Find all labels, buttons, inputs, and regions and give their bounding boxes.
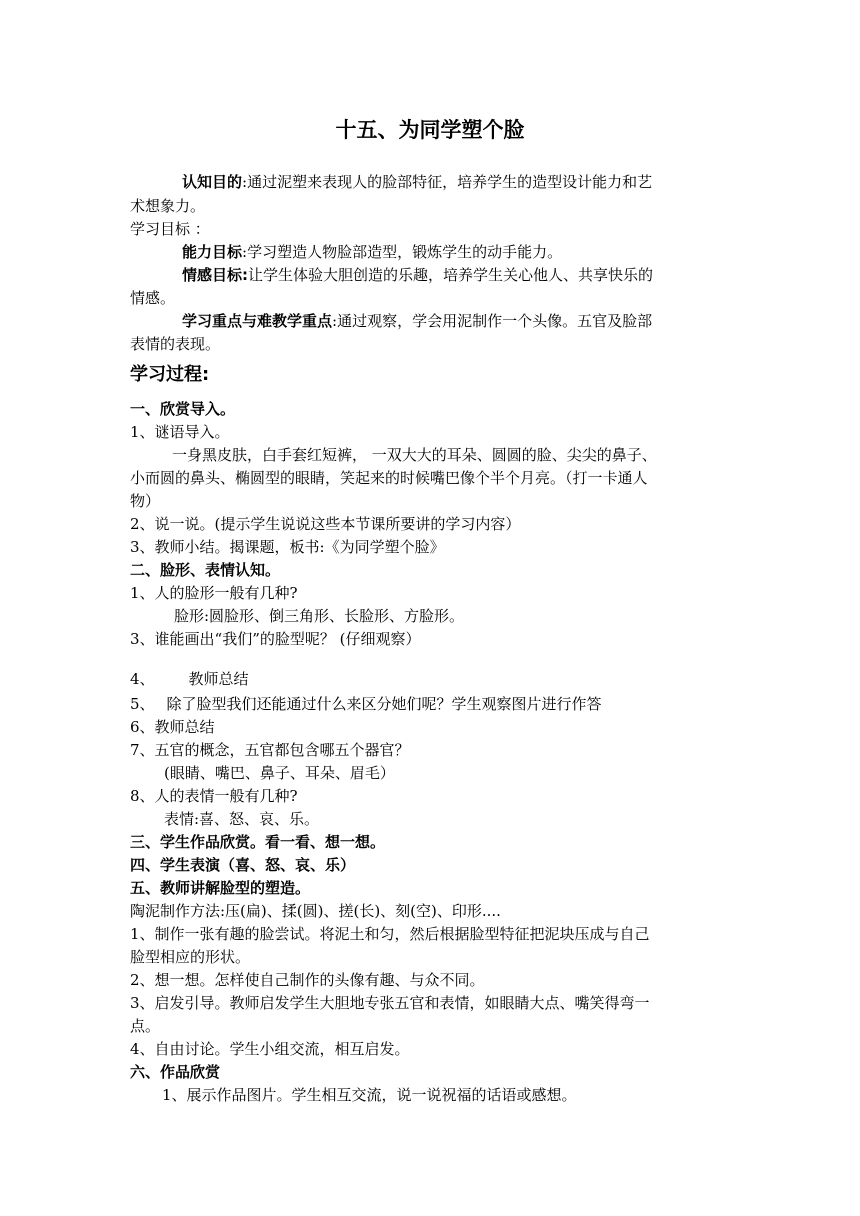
key-points-text: :通过观察，学会用泥制作一个头像。五官及脸部 — [332, 312, 653, 330]
s2-item-3: 3、谁能画出“我们”的脸型呢？ (仔细观察） — [130, 630, 421, 648]
s5-item-4: 4、自由讨论。学生小组交流，相互启发。 — [130, 1040, 410, 1058]
s2-item-4-num: 4、 — [130, 670, 155, 688]
ability-goal-text: :学习塑造人物脸部造型，锻炼学生的动手能力。 — [242, 243, 563, 261]
document-title: 十五、为同学塑个脸 — [335, 118, 525, 142]
section-4-heading: 四、学生表演（喜、怒、哀、乐） — [130, 856, 356, 874]
key-points-cont: 表情的表现。 — [130, 335, 221, 353]
s5-item-1-cont: 脸型相应的形状。 — [130, 948, 251, 966]
ability-goal-line — [182, 241, 782, 263]
s2-item-5 — [130, 693, 730, 715]
s5-methods: 陶泥制作方法:压(扁)、揉(圆)、搓(长)、刻(空)、印形.... — [130, 902, 501, 920]
emotion-goal-line — [182, 264, 782, 286]
s2-item-1: 1、人的脸形一般有几种? — [130, 584, 298, 602]
s1-item-3: 3、教师小结。揭课题，板书:《为同学塑个脸》 — [130, 538, 445, 556]
s1-riddle-2: 小而圆的鼻头、椭圆型的眼睛，笑起来的时候嘴巴像个半个月亮。（打一卡通人 — [130, 469, 648, 487]
s2-item-8: 8、人的表情一般有几种? — [130, 787, 298, 805]
emotion-goal-label: 情感目标: — [182, 266, 248, 284]
emotion-goal-cont: 情感。 — [130, 289, 176, 307]
s5-item-1: 1、制作一张有趣的脸尝试。将泥土和匀，然后根据脸型特征把泥块压成与自己 — [130, 925, 650, 943]
cognitive-goal-label: 认知目的 — [182, 173, 243, 191]
s2-face-types: 脸形:圆脸形、倒三角形、长脸形、方脸形。 — [174, 607, 465, 625]
cognitive-goal-text: :通过泥塑来表现人的脸部特征，培养学生的造型设计能力和艺 — [242, 173, 653, 191]
section-1-heading: 一、欣赏导入。 — [130, 400, 236, 418]
emotion-goal-text: 让学生体验大胆创造的乐趣，培养学生关心他人、共享快乐的 — [248, 266, 654, 284]
s2-item-4-text: 教师总结 — [188, 670, 249, 688]
s5-item-3-cont: 点。 — [130, 1017, 161, 1035]
s5-item-3: 3、启发引导。教师启发学生大胆地专张五官和表情，如眼睛大点、嘴笑得弯一 — [130, 994, 650, 1012]
s5-item-2: 2、想一想。怎样使自己制作的头像有趣、与众不同。 — [130, 971, 485, 989]
ability-goal-label: 能力目标 — [182, 243, 243, 261]
s2-item-5-text: 除了脸型我们还能通过什么来区分她们呢？学生观察图片进行作答 — [166, 695, 602, 713]
s2-expressions: 表情:喜、怒、哀、乐。 — [164, 810, 320, 828]
s1-riddle-1: 一身黑皮肤，白手套红短裤， 一双大大的耳朵、圆圆的脸、尖尖的鼻子、 — [172, 446, 657, 464]
key-points-line — [182, 310, 782, 332]
s2-item-7-answer: (眼睛、嘴巴、鼻子、耳朵、眉毛） — [164, 764, 395, 782]
learning-goal-label: 学习目标 ： — [130, 220, 210, 238]
s2-item-4 — [130, 668, 730, 690]
s1-item-1: 1、谜语导入。 — [130, 423, 230, 441]
key-points-label: 学习重点与难教学重点 — [182, 312, 333, 330]
s6-item-1: 1、展示作品图片。学生相互交流，说一说祝福的话语或感想。 — [162, 1086, 577, 1104]
section-5-heading: 五、教师讲解脸型的塑造。 — [130, 879, 311, 897]
process-heading: 学习过程: — [130, 364, 210, 385]
cognitive-goal-line — [182, 171, 782, 193]
cognitive-goal-cont: 术想象力。 — [130, 197, 206, 215]
s1-item-2: 2、说一说。(提示学生说说这些本节课所要讲的学习内容） — [130, 515, 521, 533]
s2-item-6: 6、教师总结 — [130, 718, 215, 736]
section-3-heading: 三、学生作品欣赏。看一看、想一想。 — [130, 833, 386, 851]
section-2-heading: 二、脸形、表情认知。 — [130, 561, 281, 579]
section-6-heading: 六、作品欣赏 — [130, 1063, 221, 1081]
s2-item-7: 7、五官的概念，五官都包含哪五个器官？ — [130, 741, 410, 759]
s2-item-5-num: 5、 — [130, 695, 155, 713]
s1-riddle-3: 物） — [130, 492, 161, 510]
